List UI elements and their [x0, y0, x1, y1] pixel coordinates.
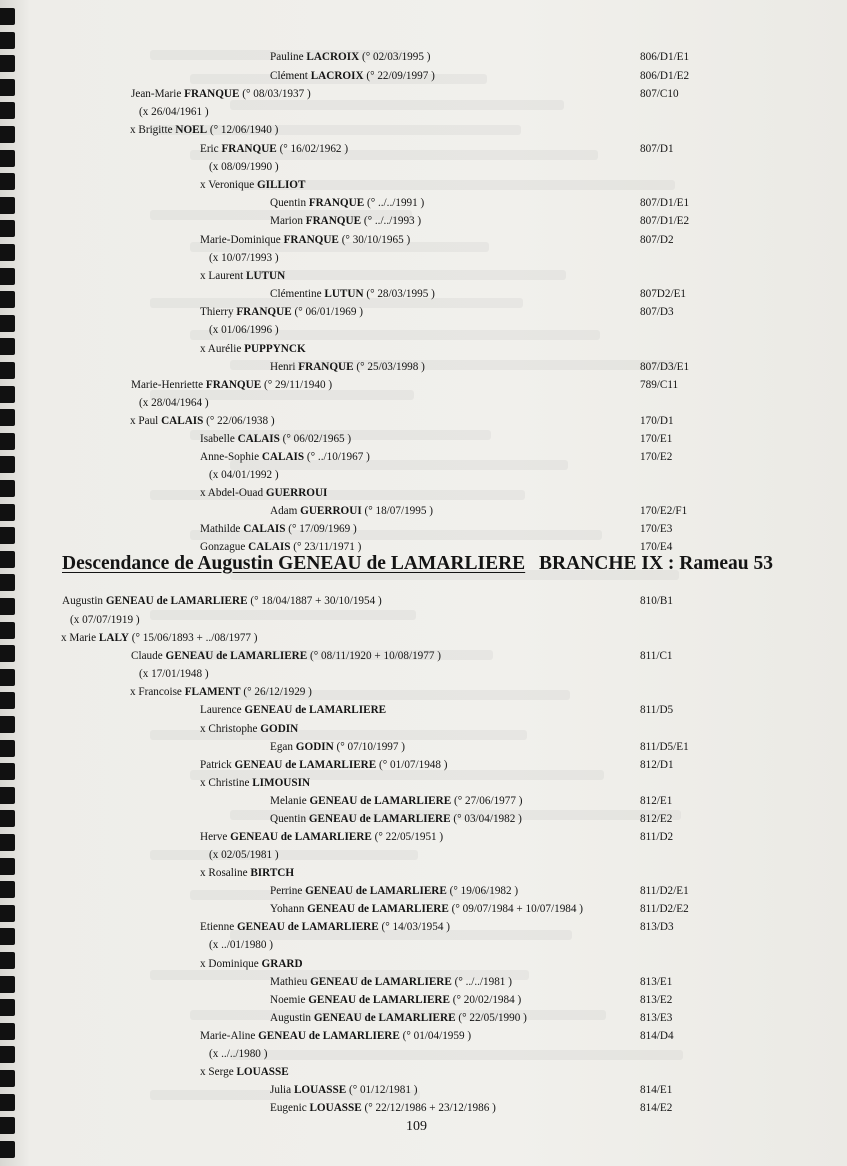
surname: LACROIX	[310, 70, 364, 82]
entry-prefix: Adam	[270, 505, 301, 517]
entry-prefix: Henri	[270, 361, 299, 373]
entry-line	[0, 683, 847, 701]
entry-code: 811/D2/E1	[640, 885, 689, 897]
entry-prefix: x Abdel-Ouad	[200, 487, 266, 499]
entry-text	[139, 665, 209, 683]
entry-dates: (° 17/09/1969 )	[285, 523, 357, 535]
binding-hole	[0, 574, 15, 591]
surname: GENEAU de LAMARLIERE	[258, 1030, 400, 1042]
surname: FRANQUE	[283, 234, 339, 246]
entry-prefix: Isabelle	[200, 433, 238, 445]
entry-dates: (° ../../1991 )	[364, 197, 425, 209]
entry-text	[139, 103, 209, 121]
heading-branch: BRANCHE IX : Rameau 53	[539, 553, 773, 574]
entry-code: 170/E3	[640, 523, 673, 535]
entry-dates: (° 22/05/1990 )	[455, 1012, 527, 1024]
entry-dates: (° ../10/1967 )	[304, 451, 370, 463]
entry-text	[200, 701, 386, 719]
entry-prefix: (x ../../1980 )	[209, 1048, 268, 1060]
entry-text	[209, 846, 279, 864]
entry-text	[209, 158, 279, 176]
entry-line	[0, 738, 847, 756]
entry-line	[0, 1099, 847, 1117]
entry-prefix: Claude	[131, 650, 166, 662]
surname: GENEAU de LAMARLIERE	[165, 650, 308, 662]
entry-text	[200, 520, 357, 538]
entry-text	[270, 738, 405, 756]
entry-text	[200, 267, 285, 285]
surname: GENEAU de LAMARLIERE	[307, 903, 449, 915]
entry-dates: (° 06/02/1965 )	[279, 433, 352, 445]
entry-text	[270, 285, 435, 303]
entry-line	[0, 756, 847, 774]
entry-code: 807/D1	[640, 143, 674, 155]
entry-line	[0, 285, 847, 303]
entry-dates: (° 28/03/1995 )	[363, 288, 435, 300]
entry-dates: (° 18/04/1887 + 30/10/1954 )	[247, 595, 382, 607]
entry-dates: (° 03/04/1982 )	[450, 813, 522, 825]
entry-dates: (° 30/10/1965 )	[338, 234, 411, 246]
entry-dates: (° 09/07/1984 + 10/07/1984 )	[448, 903, 583, 915]
entry-code: 806/D1/E1	[640, 51, 690, 63]
entry-text	[270, 810, 522, 828]
entry-line	[0, 502, 847, 520]
entry-dates: (° 16/02/1962 )	[276, 143, 349, 155]
entry-code: 806/D1/E2	[640, 70, 690, 82]
surname: GENEAU de LAMARLIERE	[230, 831, 372, 843]
entry-prefix: (x 17/01/1948 )	[139, 668, 209, 680]
entry-prefix: Mathilde	[200, 523, 244, 535]
entry-line	[0, 991, 847, 1009]
entry-line	[0, 448, 847, 466]
entry-text	[200, 231, 410, 249]
entry-text	[62, 592, 382, 610]
entry-prefix: Anne-Sophie	[200, 451, 262, 463]
entry-code: 807/D3	[640, 306, 674, 318]
entry-prefix: Clément	[270, 70, 311, 82]
entry-dates: (° 18/07/1995 )	[361, 505, 433, 517]
entry-prefix: x Aurélie	[200, 343, 245, 355]
entry-code: 807D2/E1	[640, 288, 686, 300]
entry-prefix: Mathieu	[270, 976, 311, 988]
entry-prefix: x Rosaline	[200, 867, 251, 879]
entry-code: 813/E3	[640, 1012, 673, 1024]
surname: PUPPYNCK	[244, 343, 306, 355]
surname: GENEAU de LAMARLIERE	[305, 885, 447, 897]
entry-line	[0, 412, 847, 430]
surname: GENEAU de LAMARLIERE	[313, 1012, 456, 1024]
entry-prefix: Marie-Dominique	[200, 234, 284, 246]
entry-code: 813/E1	[640, 976, 673, 988]
entry-dates: (° 23/11/1971 )	[290, 541, 362, 553]
entry-dates: (° 22/06/1938 )	[203, 415, 275, 427]
surname: CALAIS	[161, 415, 204, 427]
surname: LUTUN	[324, 288, 364, 300]
entry-prefix: Herve	[200, 831, 231, 843]
entry-dates: (° 22/09/1997 )	[363, 70, 435, 82]
entry-text	[139, 394, 209, 412]
entry-text	[270, 792, 522, 810]
entry-code: 807/D3/E1	[640, 361, 690, 373]
entry-prefix: Clémentine	[270, 288, 325, 300]
surname: LOUASSE	[293, 1084, 347, 1096]
entry-code: 170/E1	[640, 433, 673, 445]
entry-text	[200, 140, 348, 158]
entry-prefix: Etienne	[200, 921, 237, 933]
entry-prefix: Gonzague	[200, 541, 249, 553]
entry-line	[0, 194, 847, 212]
entry-prefix: x Marie	[61, 632, 99, 644]
entry-dates: (° 20/02/1984 )	[449, 994, 522, 1006]
entry-dates: (° 22/05/1951 )	[371, 831, 444, 843]
surname: GODIN	[260, 723, 299, 735]
entry-text	[200, 864, 294, 882]
entry-code: 811/D5/E1	[640, 741, 689, 753]
entry-text	[270, 1009, 527, 1027]
entry-code: 812/E1	[640, 795, 673, 807]
entry-line	[0, 430, 847, 448]
entry-line	[0, 140, 847, 158]
surname: CALAIS	[243, 523, 286, 535]
surname: NOEL	[175, 124, 208, 136]
entry-code: 814/D4	[640, 1030, 674, 1042]
entry-text	[200, 176, 305, 194]
entry-line	[0, 936, 847, 954]
entry-code: 813/E2	[640, 994, 673, 1006]
heading-title: Descendance de Augustin GENEAU de LAMARLIERE	[62, 553, 526, 574]
entry-line	[0, 592, 847, 610]
entry-dates: (° 25/03/1998 )	[353, 361, 425, 373]
entry-text	[200, 828, 443, 846]
entry-line	[0, 48, 847, 66]
entry-code: 807/C10	[640, 88, 679, 100]
entry-text	[270, 502, 433, 520]
entry-code: 807/D2	[640, 234, 674, 246]
entry-dates: (° 22/12/1986 + 23/12/1986 )	[361, 1102, 496, 1114]
entry-line	[0, 792, 847, 810]
entry-line	[0, 611, 847, 629]
entry-text	[130, 412, 275, 430]
entry-dates: (° 19/06/1982 )	[446, 885, 519, 897]
entry-prefix: x Brigitte	[130, 124, 176, 136]
surname: BIRTCH	[250, 867, 295, 879]
page-number: 109	[406, 1119, 427, 1134]
entry-prefix: Laurence	[200, 704, 245, 716]
entry-text	[270, 973, 512, 991]
entry-line	[0, 358, 847, 376]
entry-code: 170/E2/F1	[640, 505, 688, 517]
entry-line	[0, 67, 847, 85]
entry-text	[131, 647, 441, 665]
entry-text	[209, 466, 279, 484]
entry-line	[0, 303, 847, 321]
entry-text	[200, 340, 306, 358]
entry-dates: (° 06/01/1969 )	[291, 306, 363, 318]
entry-line	[0, 864, 847, 882]
entry-text	[270, 67, 435, 85]
entry-text	[270, 194, 424, 212]
entry-prefix: (x 10/07/1993 )	[209, 252, 279, 264]
surname: GENEAU de LAMARLIERE	[234, 759, 377, 771]
entry-prefix: Julia	[270, 1084, 294, 1096]
entry-dates: (° ../../1993 )	[361, 215, 422, 227]
entry-text	[130, 683, 312, 701]
entry-text	[200, 484, 327, 502]
surname: CALAIS	[237, 433, 280, 445]
entry-prefix: Marion	[270, 215, 306, 227]
entry-code: 789/C11	[640, 379, 679, 391]
entry-prefix: Noemie	[270, 994, 309, 1006]
surname: LOUASSE	[309, 1102, 362, 1114]
entry-dates: (° 01/07/1948 )	[376, 759, 448, 771]
entry-text	[270, 1099, 496, 1117]
entry-code: 170/E4	[640, 541, 673, 553]
surname: GENEAU de LAMARLIERE	[308, 994, 450, 1006]
entry-prefix: Perrine	[270, 885, 306, 897]
entry-prefix: (x 07/07/1919 )	[70, 614, 140, 626]
entry-line	[0, 918, 847, 936]
surname: FRANQUE	[308, 197, 365, 209]
entry-text	[200, 1027, 471, 1045]
surname: FRANQUE	[236, 306, 292, 318]
entry-code: 811/D5	[640, 704, 674, 716]
entry-line	[0, 484, 847, 502]
entry-prefix: Quentin	[270, 813, 309, 825]
entry-prefix: (x 08/09/1990 )	[209, 161, 279, 173]
entry-dates: (° 26/12/1929 )	[240, 686, 312, 698]
entry-line	[0, 1027, 847, 1045]
surname: FRANQUE	[298, 361, 354, 373]
entry-line	[0, 158, 847, 176]
entry-line	[0, 267, 847, 285]
entry-prefix: (x ../01/1980 )	[209, 939, 274, 951]
entry-prefix: Eugenic	[270, 1102, 310, 1114]
entry-prefix: Yohann	[270, 903, 308, 915]
entry-prefix: Melanie	[270, 795, 310, 807]
entry-line	[0, 1045, 847, 1063]
surname: LOUASSE	[236, 1066, 289, 1078]
surname: GODIN	[295, 741, 334, 753]
entry-text	[200, 430, 351, 448]
surname: GILLIOT	[256, 179, 306, 191]
entry-dates: (° ../../1981 )	[451, 976, 512, 988]
entry-line	[0, 1063, 847, 1081]
surname: FRANQUE	[184, 88, 240, 100]
entry-text	[200, 720, 298, 738]
entry-line	[0, 1081, 847, 1099]
entry-line	[0, 846, 847, 864]
entry-dates: (° 27/06/1977 )	[451, 795, 523, 807]
entry-prefix: (x 28/04/1964 )	[139, 397, 209, 409]
binding-hole	[0, 1141, 15, 1158]
entry-code: 812/D1	[640, 759, 674, 771]
entry-text	[200, 448, 370, 466]
entry-text	[130, 121, 278, 139]
entry-code: 811/D2/E2	[640, 903, 689, 915]
entry-code: 807/D1/E1	[640, 197, 690, 209]
entry-line	[0, 466, 847, 484]
entry-code: 813/D3	[640, 921, 674, 933]
surname: FRANQUE	[305, 215, 362, 227]
entry-dates: (° 29/11/1940 )	[261, 379, 333, 391]
entry-prefix: Quentin	[270, 197, 309, 209]
entry-code: 814/E2	[640, 1102, 673, 1114]
entry-line	[0, 321, 847, 339]
entry-line	[0, 647, 847, 665]
entry-text	[209, 1045, 267, 1063]
entry-line	[0, 774, 847, 792]
entry-code: 811/D2	[640, 831, 674, 843]
surname: FLAMENT	[184, 686, 241, 698]
entry-code: 170/D1	[640, 415, 674, 427]
entry-line	[0, 665, 847, 683]
entry-prefix: Marie-Aline	[200, 1030, 259, 1042]
surname: LUTUN	[245, 270, 286, 282]
binding-hole	[0, 32, 15, 49]
entry-line	[0, 340, 847, 358]
entry-prefix: (x 26/04/1961 )	[139, 106, 209, 118]
entry-line	[0, 376, 847, 394]
entry-prefix: x Serge	[200, 1066, 237, 1078]
entry-text	[270, 358, 425, 376]
entry-line	[0, 810, 847, 828]
surname: GENEAU de LAMARLIERE	[308, 813, 451, 825]
entry-text	[270, 882, 518, 900]
entry-line	[0, 955, 847, 973]
entry-line	[0, 520, 847, 538]
entry-text	[209, 936, 273, 954]
entry-line	[0, 882, 847, 900]
entry-code: 807/D1/E2	[640, 215, 690, 227]
entry-prefix: Eric	[200, 143, 222, 155]
entry-prefix: x Veronique	[200, 179, 257, 191]
surname: GUERROUI	[265, 487, 328, 499]
entry-line	[0, 176, 847, 194]
entry-text	[200, 303, 363, 321]
section-heading	[62, 551, 792, 577]
surname: GENEAU de LAMARLIERE	[105, 595, 248, 607]
entry-dates: (° 15/06/1893 + ../08/1977 )	[128, 632, 258, 644]
entry-text	[270, 900, 583, 918]
entry-dates: (° 02/03/1995 )	[359, 51, 431, 63]
entry-prefix: x Paul	[130, 415, 162, 427]
entry-dates: (° 07/10/1997 )	[333, 741, 406, 753]
entry-line	[0, 900, 847, 918]
surname: GUERROUI	[300, 505, 362, 517]
entry-code: 814/E1	[640, 1084, 673, 1096]
entry-prefix: x Dominique	[200, 958, 262, 970]
entry-prefix: Egan	[270, 741, 296, 753]
entry-text	[200, 955, 303, 973]
surname: FRANQUE	[205, 379, 262, 391]
entry-text	[131, 85, 311, 103]
entry-line	[0, 85, 847, 103]
entry-dates: (° 08/11/1920 + 10/08/1977 )	[307, 650, 441, 662]
surname: GENEAU de LAMARLIERE	[309, 795, 452, 807]
surname: LACROIX	[306, 51, 360, 63]
entry-text	[270, 991, 521, 1009]
entry-line	[0, 231, 847, 249]
entry-line	[0, 701, 847, 719]
entry-dates: (° 12/06/1940 )	[207, 124, 279, 136]
entry-prefix: x Laurent	[200, 270, 246, 282]
entry-dates: (° 01/12/1981 )	[346, 1084, 418, 1096]
entry-line	[0, 212, 847, 230]
entry-text	[70, 611, 140, 629]
entry-text	[209, 321, 279, 339]
entry-prefix: Jean-Marie	[131, 88, 185, 100]
entry-text	[270, 212, 421, 230]
binding-hole	[0, 1117, 15, 1134]
surname: LIMOUSIN	[252, 777, 311, 789]
entry-line	[0, 394, 847, 412]
entry-text	[270, 48, 431, 66]
entry-prefix: Augustin	[62, 595, 106, 607]
entry-text	[61, 629, 258, 647]
entry-text	[200, 774, 310, 792]
entry-text	[270, 1081, 417, 1099]
entry-prefix: x Christine	[200, 777, 253, 789]
entry-prefix: Augustin	[270, 1012, 314, 1024]
entry-dates: (° 01/04/1959 )	[399, 1030, 472, 1042]
surname: LALY	[98, 632, 129, 644]
entry-text	[200, 1063, 289, 1081]
entry-prefix: Pauline	[270, 51, 307, 63]
entry-prefix: Thierry	[200, 306, 237, 318]
entry-text	[209, 249, 279, 267]
entry-text	[200, 756, 448, 774]
entry-prefix: x Christophe	[200, 723, 261, 735]
entry-line	[0, 720, 847, 738]
entry-line	[0, 249, 847, 267]
entry-line	[0, 1009, 847, 1027]
entry-line	[0, 828, 847, 846]
surname: GRARD	[261, 958, 303, 970]
entry-text	[131, 376, 332, 394]
entry-code: 810/B1	[640, 595, 673, 607]
surname: GENEAU de LAMARLIERE	[244, 704, 387, 716]
surname: FRANQUE	[221, 143, 277, 155]
entry-prefix: Marie-Henriette	[131, 379, 206, 391]
entry-prefix: (x 04/01/1992 )	[209, 469, 279, 481]
surname: GENEAU de LAMARLIERE	[236, 921, 379, 933]
entry-code: 812/E2	[640, 813, 673, 825]
entry-prefix: (x 01/06/1996 )	[209, 324, 279, 336]
entry-line	[0, 121, 847, 139]
binding-hole	[0, 8, 15, 25]
entry-text	[200, 918, 450, 936]
entry-prefix: x Francoise	[130, 686, 185, 698]
entry-line	[0, 103, 847, 121]
entry-dates: (° 14/03/1954 )	[378, 921, 450, 933]
entry-code: 170/E2	[640, 451, 673, 463]
entry-line	[0, 629, 847, 647]
entry-prefix: Patrick	[200, 759, 235, 771]
entry-prefix: (x 02/05/1981 )	[209, 849, 279, 861]
surname: CALAIS	[248, 541, 291, 553]
entry-line	[0, 973, 847, 991]
entry-dates: (° 08/03/1937 )	[239, 88, 311, 100]
surname: CALAIS	[261, 451, 305, 463]
entry-code: 811/C1	[640, 650, 673, 662]
surname: GENEAU de LAMARLIERE	[310, 976, 452, 988]
